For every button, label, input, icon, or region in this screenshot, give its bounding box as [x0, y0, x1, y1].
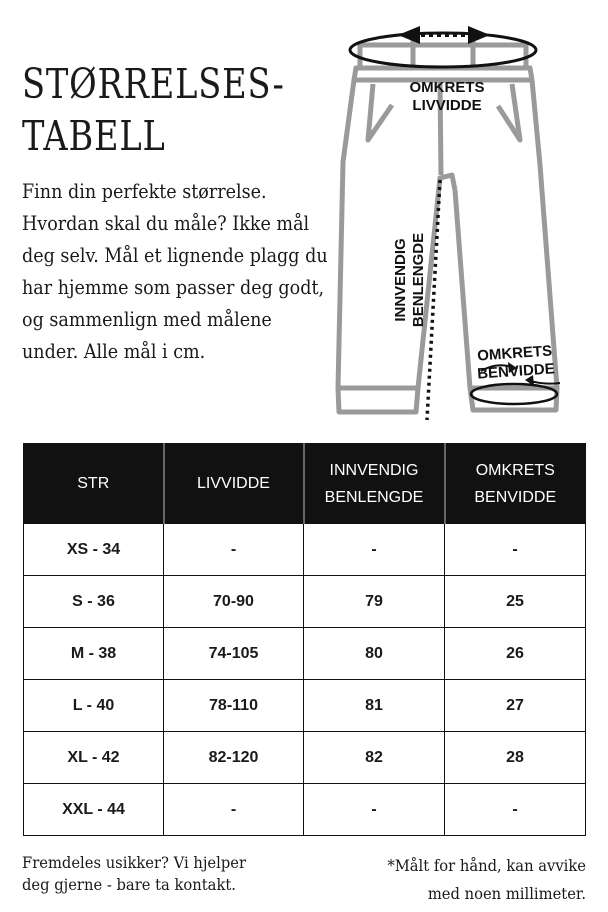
inseam-label-line-1: INNVENDIG [392, 238, 409, 322]
cell-inseam: 81 [304, 680, 445, 732]
table-row [24, 524, 586, 576]
cell-leg-width: 26 [445, 628, 586, 680]
cell-waist: 74-105 [164, 628, 304, 680]
leg-label-line-1: OMKRETS [476, 342, 553, 365]
cell-inseam: - [304, 524, 445, 576]
waist-label-line-2: LIVVIDDE [412, 97, 482, 114]
header-leg-width: OMKRETS BENVIDDE [445, 444, 586, 524]
leg-label-line-2: BENVIDDE [476, 360, 556, 383]
waist-label-line-1: OMKRETS [409, 79, 485, 96]
disclaimer-line-1: *Målt for hånd, kan avvike [387, 856, 586, 875]
cell-waist: - [164, 784, 304, 836]
cell-inseam: - [304, 784, 445, 836]
table-row [24, 732, 586, 784]
cell-size: XS - 34 [24, 524, 164, 576]
cell-waist: 78-110 [164, 680, 304, 732]
cell-inseam: 80 [304, 628, 445, 680]
title-line-2: TABELL [22, 112, 166, 160]
cell-waist: - [164, 524, 304, 576]
cell-size: XXL - 44 [24, 784, 164, 836]
page-title [22, 58, 285, 162]
table-header-row [24, 444, 586, 524]
measurement-disclaimer [319, 852, 586, 908]
header-inseam: INNVENDIG BENLENGDE [304, 444, 445, 524]
table-row [24, 680, 586, 732]
cell-waist: 82-120 [164, 732, 304, 784]
cell-leg-width: - [445, 784, 586, 836]
inseam-label-line-2: BENLENGDE [410, 232, 427, 328]
contact-note [22, 852, 298, 896]
cell-leg-width: 25 [445, 576, 586, 628]
cell-size: S - 36 [24, 576, 164, 628]
cell-leg-width: - [445, 524, 586, 576]
cell-size: XL - 42 [24, 732, 164, 784]
disclaimer-line-2: med noen millimeter. [427, 884, 586, 903]
contact-note-line-1: Fremdeles usikker? Vi hjelper [22, 853, 247, 872]
intro-text: Finn din perfekte størrelse. Hvordan skal du måle? Ikke mål deg selv. Mål et lignende plagg du har hjemme som passer deg godt, og sammenlign med målene under. Alle mål i cm. [22, 180, 328, 363]
cell-inseam: 82 [304, 732, 445, 784]
cell-leg-width: 28 [445, 732, 586, 784]
table-row [24, 628, 586, 680]
title-line-1: STØRRELSES- [22, 60, 285, 108]
cell-inseam: 79 [304, 576, 445, 628]
table-row [24, 576, 586, 628]
size-table [23, 443, 586, 836]
cell-size: L - 40 [24, 680, 164, 732]
cell-waist: 70-90 [164, 576, 304, 628]
cell-leg-width: 27 [445, 680, 586, 732]
table-row [24, 784, 586, 836]
pants-measurement-diagram [330, 18, 608, 433]
cell-size: M - 38 [24, 628, 164, 680]
header-size: STR [24, 444, 164, 524]
header-waist: LIVVIDDE [164, 444, 304, 524]
contact-note-line-2: deg gjerne - bare ta kontakt. [22, 875, 236, 894]
